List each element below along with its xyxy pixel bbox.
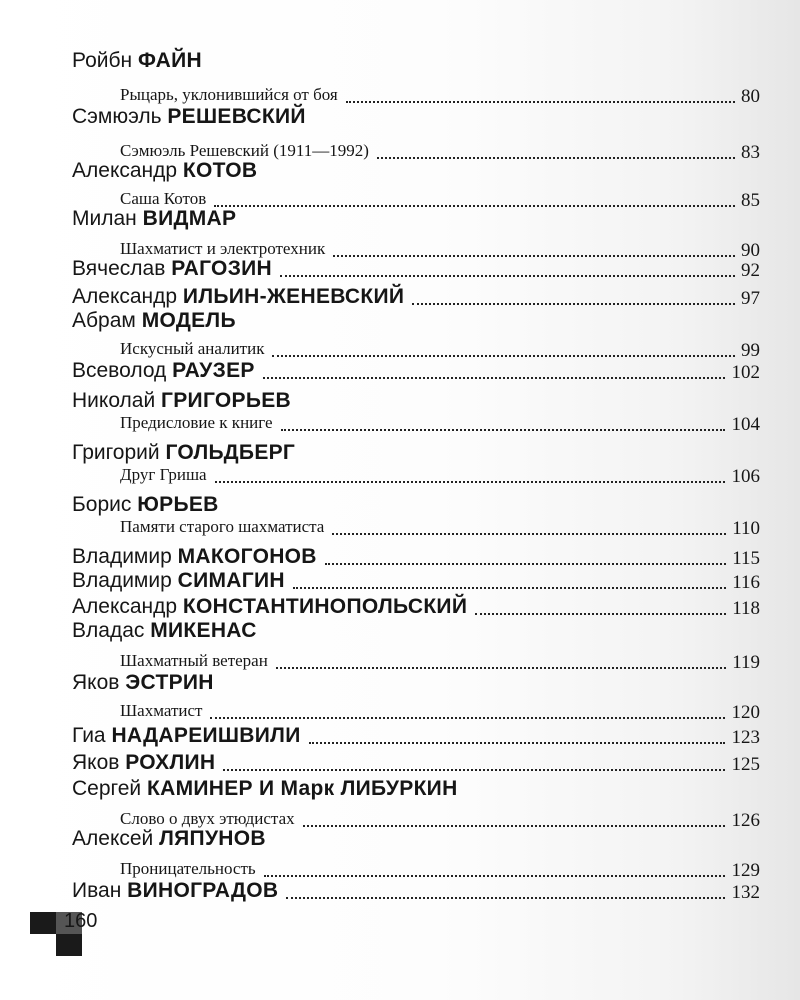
toc-author-name	[72, 310, 236, 331]
toc-dot-leader	[264, 875, 725, 877]
toc-dot-leader	[412, 303, 735, 305]
toc-dot-leader	[210, 717, 725, 719]
toc-author-name	[72, 725, 301, 746]
toc-author-name	[72, 160, 257, 181]
toc-author-row	[72, 360, 760, 390]
toc-dot-leader	[223, 769, 725, 771]
toc-page-number: 99	[741, 340, 760, 361]
toc-chapter-row	[72, 516, 760, 546]
toc-chapter-title: Сэмюэль Решевский (1911—1992)	[120, 141, 369, 160]
author-last-name: РОХЛИН	[125, 751, 216, 774]
author-first-name: Владас	[72, 619, 145, 642]
toc-dot-leader	[293, 587, 726, 589]
toc-dot-leader	[325, 563, 726, 565]
toc-chapter-title: Шахматный ветеран	[120, 651, 268, 670]
toc-page-number: 90	[741, 240, 760, 261]
author-first-name: Александр	[72, 159, 178, 182]
author-first-name: Яков	[72, 751, 120, 774]
toc-author-name	[72, 828, 266, 849]
toc-author-row	[72, 310, 760, 340]
toc-page-number: 106	[731, 466, 760, 487]
toc-dot-leader	[303, 825, 725, 827]
toc-dot-leader	[215, 481, 725, 483]
toc-page-number: 80	[741, 86, 760, 107]
toc-page-number: 85	[741, 190, 760, 211]
toc-dot-leader	[377, 157, 735, 159]
author-last-name: МОДЕЛЬ	[141, 309, 236, 332]
toc-page-number: 119	[732, 652, 760, 673]
author-last-name: НАДАРЕИШВИЛИ	[111, 724, 301, 747]
toc-page-number: 118	[732, 598, 760, 619]
toc-page-number: 129	[731, 860, 760, 881]
author-first-name: Сэмюэль	[72, 105, 162, 128]
author-first-name: Сергей	[72, 777, 142, 800]
toc-page-number: 125	[731, 754, 760, 775]
toc-author-row	[72, 778, 760, 808]
toc-page-number: 102	[731, 362, 760, 383]
author-last-name: ГОЛЬДБЕРГ	[165, 441, 296, 464]
toc-author-name	[72, 546, 317, 567]
toc-dot-leader	[272, 355, 735, 357]
author-first-name: Николай	[72, 389, 156, 412]
toc-author-name	[72, 106, 306, 127]
toc-author-row	[72, 50, 760, 80]
author-first-name: Яков	[72, 671, 120, 694]
author-last-name: СИМАГИН	[177, 569, 285, 592]
toc-author-name	[72, 258, 272, 279]
toc-author-name	[72, 752, 215, 773]
author-first-name: Абрам	[72, 309, 136, 332]
author-first-name: Всеволод	[72, 359, 167, 382]
toc-page-number: 104	[731, 414, 760, 435]
author-last-name: ГРИГОРЬЕВ	[161, 389, 291, 412]
toc-chapter-title: Саша Котов	[120, 189, 207, 208]
toc-page-number: 123	[731, 727, 760, 748]
author-last-name: ЮРЬЕВ	[137, 493, 219, 516]
author-first-name: Григорий	[72, 441, 160, 464]
toc-author-row	[72, 880, 760, 910]
author-first-name: Ройбн	[72, 49, 133, 72]
toc-page-number: 97	[741, 288, 760, 309]
page-number: 160	[64, 910, 98, 932]
author-last-name: ФАЙН	[137, 49, 202, 72]
toc-author-row	[72, 672, 760, 702]
toc-chapter-row	[72, 412, 760, 442]
toc-page-number: 110	[732, 518, 760, 539]
toc-author-row	[72, 828, 760, 858]
toc-dot-leader	[332, 533, 726, 535]
toc-author-name	[72, 596, 467, 617]
author-first-name: Милан	[72, 207, 137, 230]
toc-chapter-title: Шахматист	[120, 701, 203, 720]
author-last-name: ЛЯПУНОВ	[159, 827, 266, 850]
toc-dot-leader	[309, 742, 725, 744]
toc-dot-leader	[281, 429, 725, 431]
toc-dot-leader	[286, 897, 725, 899]
toc-chapter-title: Памяти старого шахматиста	[120, 517, 325, 536]
author-first-name: Иван	[72, 879, 122, 902]
toc-author-name	[72, 208, 236, 229]
author-last-name: МИКЕНАС	[150, 619, 257, 642]
toc-author-name	[72, 442, 295, 463]
toc-chapter-title: Друг Гриша	[120, 465, 207, 484]
author-last-name: КАМИНЕР И Марк ЛИБУРКИН	[146, 777, 458, 800]
toc-author-name	[72, 570, 285, 591]
toc-page-number: 83	[741, 142, 760, 163]
toc-chapter-row	[72, 464, 760, 494]
toc-chapter-title: Слово о двух этюдистах	[120, 809, 295, 828]
toc-author-row	[72, 160, 760, 190]
toc-author-name	[72, 778, 458, 799]
author-first-name: Владимир	[72, 569, 172, 592]
toc-dot-leader	[346, 101, 735, 103]
author-first-name: Александр	[72, 285, 178, 308]
toc-author-row	[72, 106, 760, 136]
toc-dot-leader	[475, 613, 726, 615]
toc-page-number: 115	[732, 548, 760, 569]
toc-page-number: 92	[741, 260, 760, 281]
author-last-name: ВИДМАР	[142, 207, 237, 230]
toc-chapter-title: Предисловие к книге	[120, 413, 273, 432]
toc-author-name	[72, 50, 202, 71]
toc-author-name	[72, 286, 404, 307]
toc-chapter-title: Проницательность	[120, 859, 256, 878]
toc-dot-leader	[276, 667, 726, 669]
toc-dot-leader	[280, 275, 735, 277]
author-last-name: МАКОГОНОВ	[177, 545, 317, 568]
author-last-name: ЭСТРИН	[125, 671, 214, 694]
toc-page-number: 120	[731, 702, 760, 723]
toc-author-name	[72, 880, 278, 901]
author-first-name: Александр	[72, 595, 178, 618]
toc-author-name	[72, 620, 257, 641]
author-first-name: Владимир	[72, 545, 172, 568]
toc-author-name	[72, 672, 214, 693]
toc-author-name	[72, 360, 255, 381]
toc-chapter-title: Искусный аналитик	[120, 339, 265, 358]
author-last-name: КОНСТАНТИНОПОЛЬСКИЙ	[182, 595, 468, 618]
author-last-name: ИЛЬИН-ЖЕНЕВСКИЙ	[182, 285, 405, 308]
toc-author-name	[72, 494, 219, 515]
toc-page-number: 116	[732, 572, 760, 593]
corner-square-icon	[30, 912, 56, 934]
author-last-name: КОТОВ	[182, 159, 258, 182]
author-last-name: РАГОЗИН	[171, 257, 273, 280]
toc-author-row	[72, 258, 760, 288]
toc-dot-leader	[214, 205, 735, 207]
author-first-name: Борис	[72, 493, 132, 516]
toc-chapter-title: Шахматист и электротехник	[120, 239, 326, 258]
author-last-name: РЕШЕВСКИЙ	[167, 105, 306, 128]
toc-chapter-title: Рыцарь, уклонившийся от боя	[120, 85, 338, 104]
toc-dot-leader	[333, 255, 735, 257]
toc-author-row	[72, 620, 760, 650]
toc-author-row	[72, 208, 760, 238]
toc-page-number: 132	[731, 882, 760, 903]
author-last-name: ВИНОГРАДОВ	[127, 879, 279, 902]
author-first-name: Гиа	[72, 724, 106, 747]
toc-author-name	[72, 390, 291, 411]
author-last-name: РАУЗЕР	[172, 359, 255, 382]
toc-page-number: 126	[731, 810, 760, 831]
corner-square-icon	[56, 934, 82, 956]
author-first-name: Вячеслав	[72, 257, 166, 280]
toc-dot-leader	[263, 377, 725, 379]
author-first-name: Алексей	[72, 827, 154, 850]
